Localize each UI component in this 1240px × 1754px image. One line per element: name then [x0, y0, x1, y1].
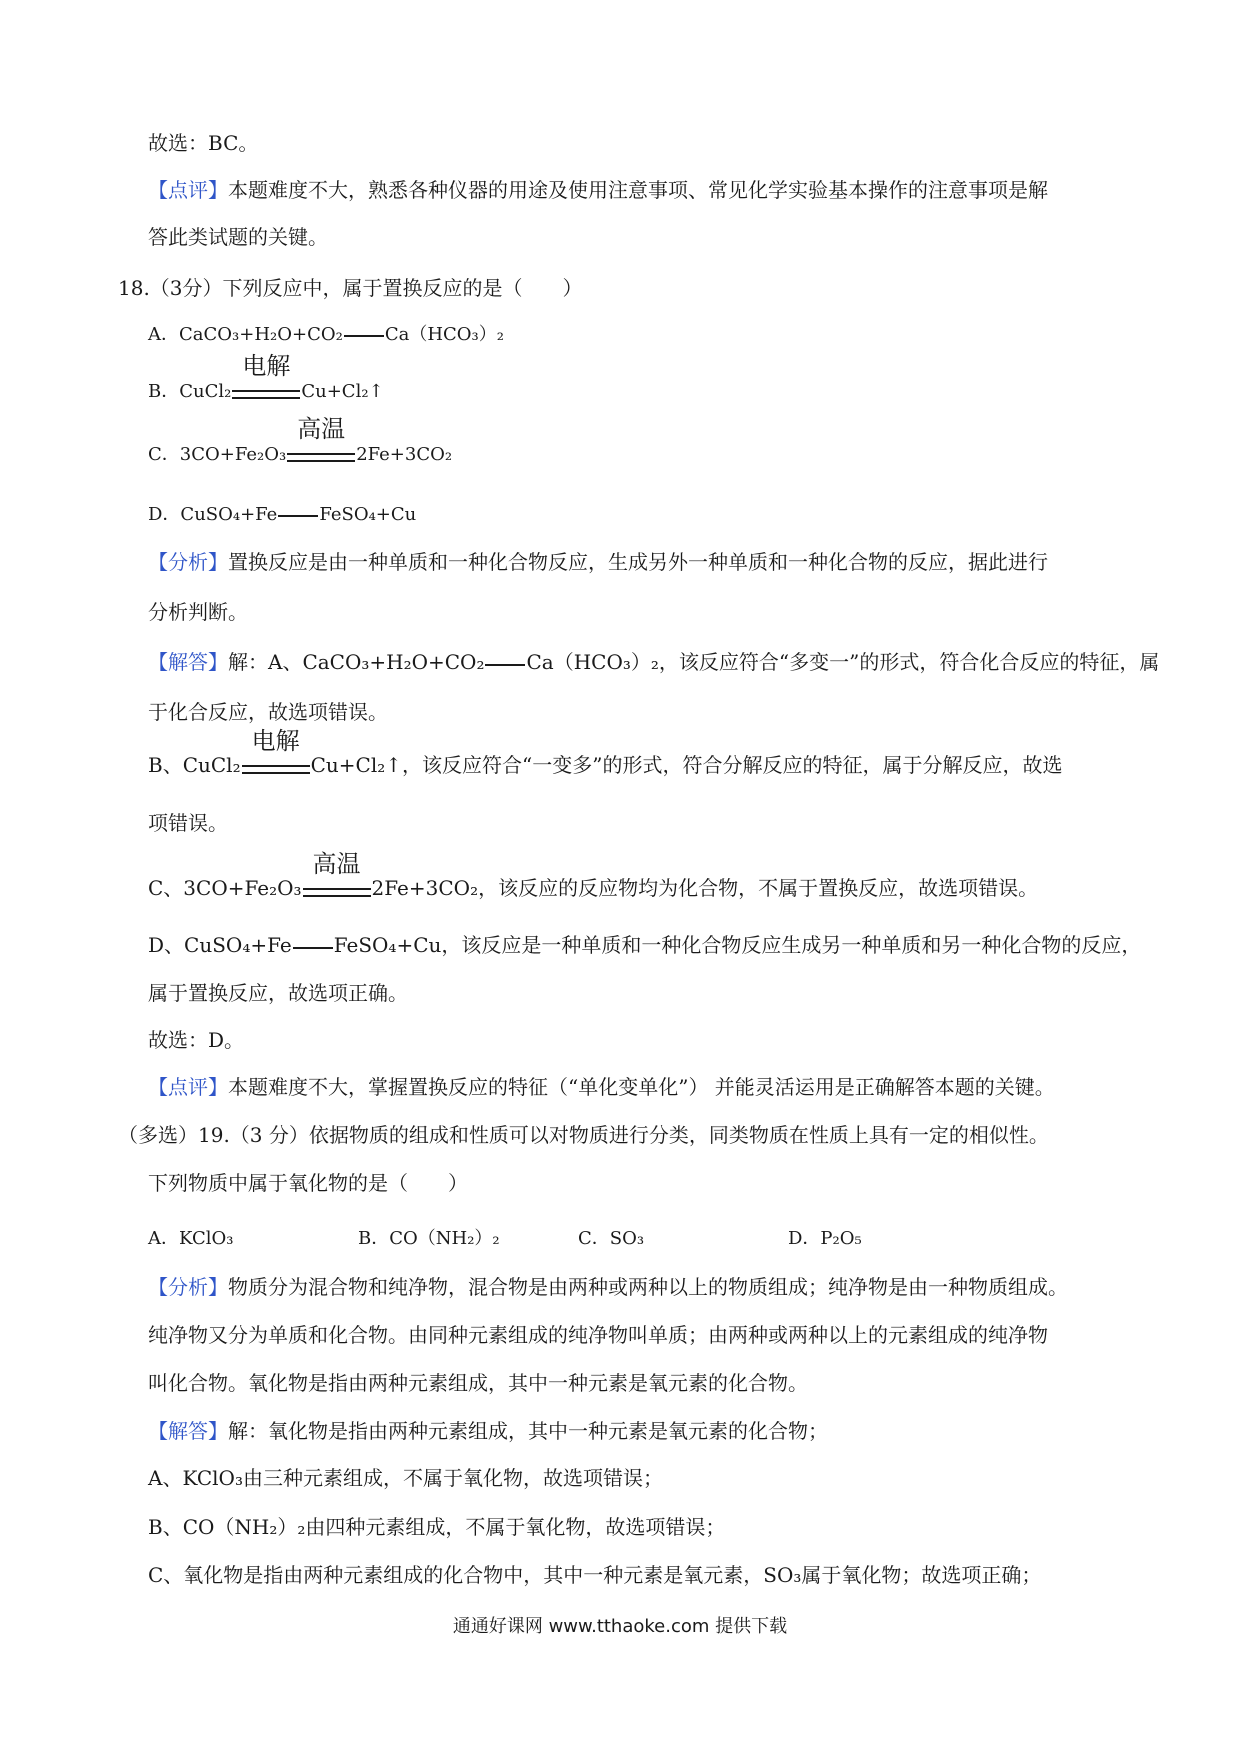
q19-option-c: C．SO₃: [578, 1228, 645, 1249]
equals-sign: [485, 649, 525, 679]
solution-paragraph: [148, 1416, 828, 1446]
option-c-right: 2Fe+3CO₂: [356, 444, 453, 465]
condition-label: 高温: [312, 849, 361, 878]
solution-left: 解：A、CaCO₃+H₂O+CO₂: [228, 650, 485, 674]
solution-tag: 【解答】: [148, 650, 228, 674]
page-footer: 通通好课网 www.tthaoke.com 提供下载: [452, 1616, 788, 1637]
solution-paragraph: [148, 647, 1159, 679]
equals-sign: [293, 932, 333, 962]
analysis-paragraph-cont2: 叫化合物。氧化物是指由两种元素组成，其中一种元素是氧元素的化合物。: [148, 1371, 808, 1395]
equals-sign: [344, 320, 384, 350]
option-b-left: B．CuCl₂: [148, 381, 232, 402]
solution-d: [148, 930, 1141, 962]
solution-right: Ca（HCO₃）₂，该反应符合“多变一”的形式，符合化合反应的特征，属: [526, 650, 1160, 674]
solution-a: A、KClO₃由三种元素组成，不属于氧化物，故选项错误；: [148, 1466, 663, 1490]
analysis-tag: 【分析】: [148, 550, 228, 574]
analysis-paragraph: [148, 547, 1048, 577]
option-a-left: A．CaCO₃+H₂O+CO₂: [148, 324, 343, 345]
q19-option-b: B．CO（NH₂）₂: [358, 1228, 500, 1249]
solution-c-left: C、3CO+Fe₂O₃: [148, 876, 302, 900]
solution-c: [148, 849, 1039, 905]
comment-tag: 【点评】: [148, 178, 228, 202]
q19-option-d: D．P₂O₅: [788, 1228, 862, 1249]
condition-label: 高温: [297, 415, 346, 443]
comment-paragraph: [148, 1072, 1055, 1102]
option-d-right: FeSO₄+Cu: [319, 504, 417, 525]
option-b: [148, 352, 384, 407]
option-d: [148, 500, 416, 530]
solution-d-left: D、CuSO₄+Fe: [148, 933, 292, 957]
comment-text: 本题难度不大，掌握置换反应的特征（“单化变单化”） 并能灵活运用是正确解答本题的关键。: [228, 1075, 1055, 1099]
comment-paragraph: [148, 175, 1048, 205]
question-19: （多选）19.（3 分）依据物质的组成和性质可以对物质进行分类，同类物质在性质上具有一定的相似性。: [118, 1123, 1049, 1147]
analysis-paragraph-cont: 分析判断。: [148, 600, 248, 624]
option-a-right: Ca（HCO₃）₂: [384, 324, 504, 345]
answer-choice-line: 故选：D。: [148, 1028, 245, 1052]
analysis-tag: 【分析】: [148, 1275, 228, 1299]
solution-d-right: FeSO₄+Cu，该反应是一种单质和一种化合物反应生成另一种单质和另一种化合物的反应，: [333, 933, 1142, 957]
analysis-paragraph-cont: 纯净物又分为单质和化合物。由同种元素组成的纯净物叫单质；由两种或两种以上的元素组成的纯净物: [148, 1323, 1048, 1347]
solution-b-cont: 项错误。: [148, 811, 228, 835]
reaction-arrow: [242, 726, 310, 782]
option-a: [148, 320, 504, 350]
question-19-cont: 下列物质中属于氧化物的是（ ）: [148, 1171, 468, 1195]
option-b-right: Cu+Cl₂↑: [301, 381, 384, 402]
solution-c: C、氧化物是指由两种元素组成的化合物中，其中一种元素是氧元素，SO₃属于氧化物；故选项正确；: [148, 1563, 1042, 1587]
reaction-arrow: [303, 849, 371, 905]
comment-text: 本题难度不大，熟悉各种仪器的用途及使用注意事项、常见化学实验基本操作的注意事项是解: [228, 178, 1048, 202]
q19-option-a: A．KClO₃: [148, 1228, 234, 1249]
question-18: 18.（3分）下列反应中，属于置换反应的是（ ）: [118, 276, 583, 300]
reaction-arrow: [232, 352, 300, 407]
comment-tag: 【点评】: [148, 1075, 228, 1099]
condition-label: 电解: [242, 352, 291, 380]
solution-b-left: B、CuCl₂: [148, 753, 241, 777]
solution-c-right: 2Fe+3CO₂，该反应的反应物均为化合物，不属于置换反应，故选项错误。: [371, 876, 1039, 900]
option-d-left: D．CuSO₄+Fe: [148, 504, 278, 525]
solution-b: [148, 726, 1063, 782]
solution-paragraph-cont: 于化合反应，故选项错误。: [148, 700, 388, 724]
answer-choice-line: 故选：BC。: [148, 131, 259, 155]
solution-tag: 【解答】: [148, 1419, 228, 1443]
analysis-text: 置换反应是由一种单质和一种化合物反应，生成另外一种单质和一种化合物的反应，据此进行: [228, 550, 1048, 574]
solution-d-cont: 属于置换反应，故选项正确。: [148, 981, 408, 1005]
option-c-left: C．3CO+Fe₂O₃: [148, 444, 287, 465]
solution-text: 解：氧化物是指由两种元素组成，其中一种元素是氧元素的化合物；: [228, 1419, 828, 1443]
option-c: [148, 415, 453, 470]
comment-paragraph-cont: 答此类试题的关键。: [148, 225, 328, 249]
solution-b-right: Cu+Cl₂↑，该反应符合“一变多”的形式，符合分解反应的特征，属于分解反应，故选: [310, 753, 1063, 777]
analysis-paragraph: [148, 1272, 1068, 1302]
condition-label: 电解: [251, 726, 300, 755]
reaction-arrow: [287, 415, 355, 470]
equals-sign: [278, 500, 318, 530]
analysis-text: 物质分为混合物和纯净物，混合物是由两种或两种以上的物质组成；纯净物是由一种物质组成。: [228, 1275, 1068, 1299]
solution-b: B、CO（NH₂）₂由四种元素组成，不属于氧化物，故选项错误；: [148, 1515, 726, 1539]
